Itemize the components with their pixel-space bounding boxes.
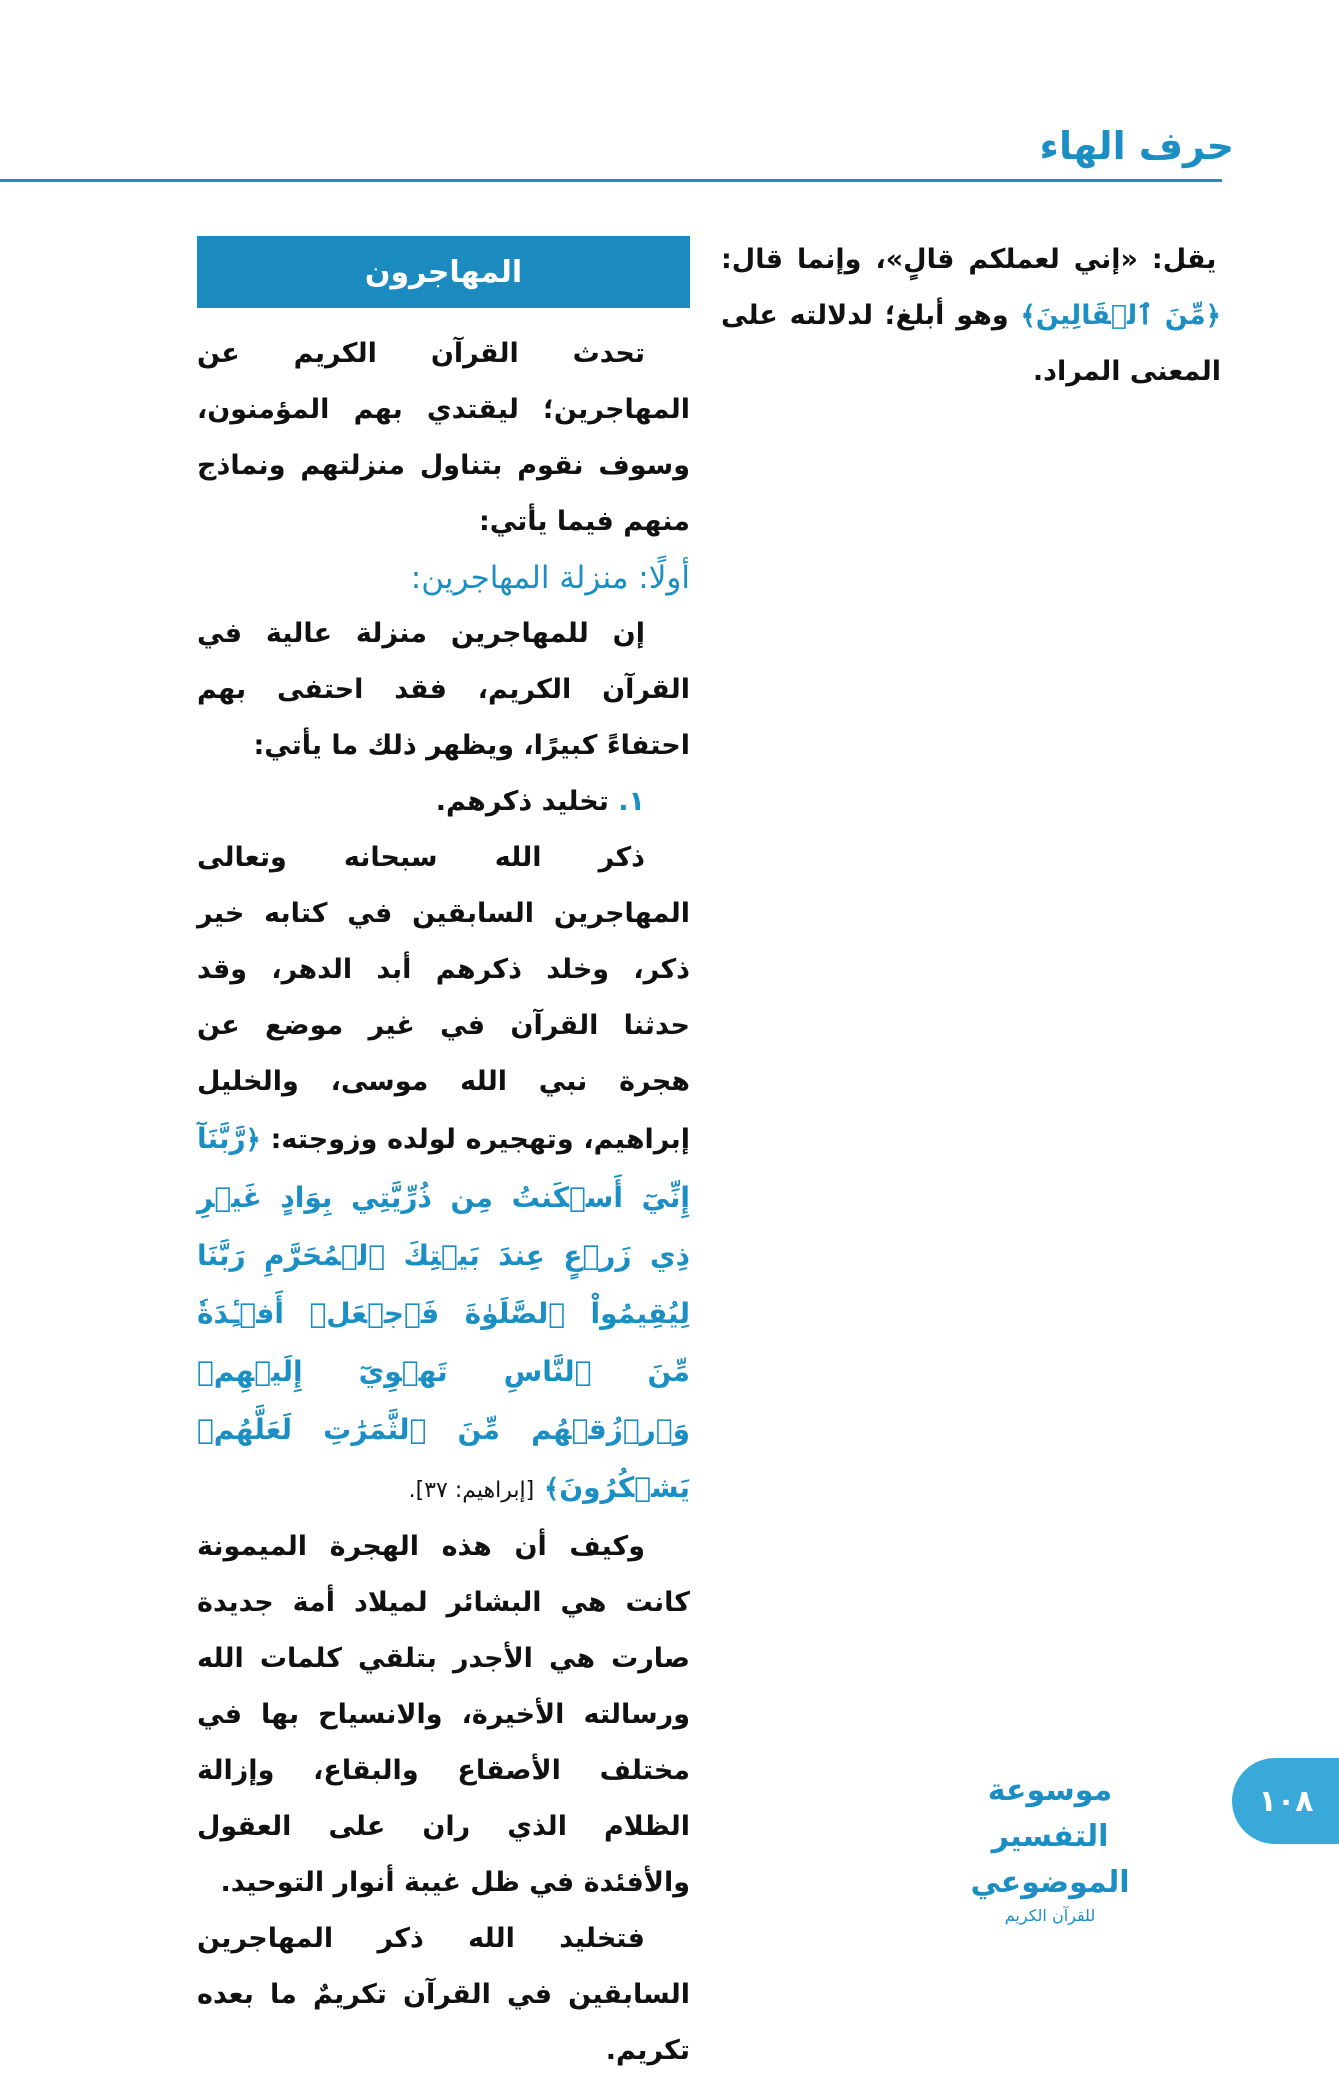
paragraph-text: ذكر الله سبحانه وتعالى المهاجرين السابقين في كتابه خير ذكر، وخلد ذكرهم أبد الدهر، وقد حدثنا القرآن في غير موضع عن هجرة نبي الله موسى، والخليل إبراهيم، وتهجيره لولده وزوجته: bbox=[197, 842, 690, 1155]
paragraph-text: وهو أبلغ؛ لدلالته على المعنى المراد. bbox=[721, 300, 1221, 387]
quran-quote bbox=[1009, 300, 1221, 331]
quran-bracket-open-icon: ﴿ bbox=[1205, 301, 1221, 331]
quran-bracket-close-icon: ﴾ bbox=[543, 1474, 560, 1504]
paragraph: إن للمهاجرين منزلة عالية في القرآن الكريم، فقد احتفى بهم احتفاءً كبيرًا، ويظهر ذلك ما يأتي: bbox=[197, 618, 690, 761]
section-title: المهاجرون bbox=[197, 236, 690, 308]
page-number-tab bbox=[1232, 1758, 1339, 1844]
list-item-number: ١. bbox=[618, 786, 645, 817]
paragraph: وكيف أن هذه الهجرة الميمونة كانت هي البشائر لميلاد أمة جديدة صارت هي الأجدر بتلقي كلمات الله ورسالته الأخيرة، والانسياح بها في مختلف الأصقاع والبقاع، وإزالة الظلام الذي ران على العقول والأفئدة في ظل غيبة أنوار التوحيد. bbox=[197, 1531, 690, 1898]
paragraph bbox=[721, 232, 1221, 400]
page-header-title: حرف الهاء bbox=[1039, 124, 1234, 168]
quran-bracket-open-icon: ﴿ bbox=[245, 1125, 261, 1155]
encyclopedia-logo bbox=[930, 1768, 1170, 1925]
quran-text: مِّنَ ٱلۡقَالِينَ bbox=[1035, 300, 1206, 331]
verse-reference: [إبراهيم: ٣٧]. bbox=[408, 1478, 535, 1503]
list-item bbox=[197, 774, 690, 830]
quran-verse-text: رَّبَّنَآ إِنِّيٓ أَسۡكَنتُ مِن ذُرِّيَّتِي بِوَادٍ غَيۡرِ ذِي زَرۡعٍ عِندَ بَيۡتِكَ ٱلۡمُحَرَّمِ رَبَّنَا لِيُقِيمُواْ ٱلصَّلَوٰةَ فَٱجۡعَلۡ أَفۡـِٔدَةٗ مِّنَ ٱلنَّاسِ تَهۡوِيٓ إِلَيۡهِمۡ وَٱرۡزُقۡهُم مِّنَ ٱلثَّمَرَٰتِ لَعَلَّهُمۡ يَشۡكُرُونَ bbox=[197, 1122, 690, 1504]
logo-title: موسوعة التفسير الموضوعي bbox=[970, 1773, 1130, 1900]
paragraph bbox=[197, 830, 690, 1519]
quran-bracket-close-icon: ﴾ bbox=[1020, 301, 1036, 331]
subheading: أولًا: منزلة المهاجرين: bbox=[410, 560, 690, 596]
page-number: ١٠٨ bbox=[1258, 1783, 1314, 1819]
intro-paragraph: تحدث القرآن الكريم عن المهاجرين؛ ليقتدي بهم المؤمنون، وسوف نقوم بتناول منزلتهم ونماذج منهم فيما يأتي: bbox=[197, 338, 690, 537]
left-column bbox=[197, 326, 690, 2079]
logo-subtitle: للقرآن الكريم bbox=[1004, 1906, 1096, 1925]
list-item-text: تخليد ذكرهم. bbox=[435, 786, 609, 817]
paragraph: فتخليد الله ذكر المهاجرين السابقين في القرآن تكريمٌ ما بعده تكريم. bbox=[197, 1923, 690, 2066]
header-divider bbox=[0, 179, 1222, 182]
paragraph-text: يقل: «إني لعملكم قالٍ»، وإنما قال: bbox=[721, 244, 1217, 275]
quran-verse bbox=[197, 1122, 690, 1504]
right-column bbox=[721, 232, 1221, 400]
